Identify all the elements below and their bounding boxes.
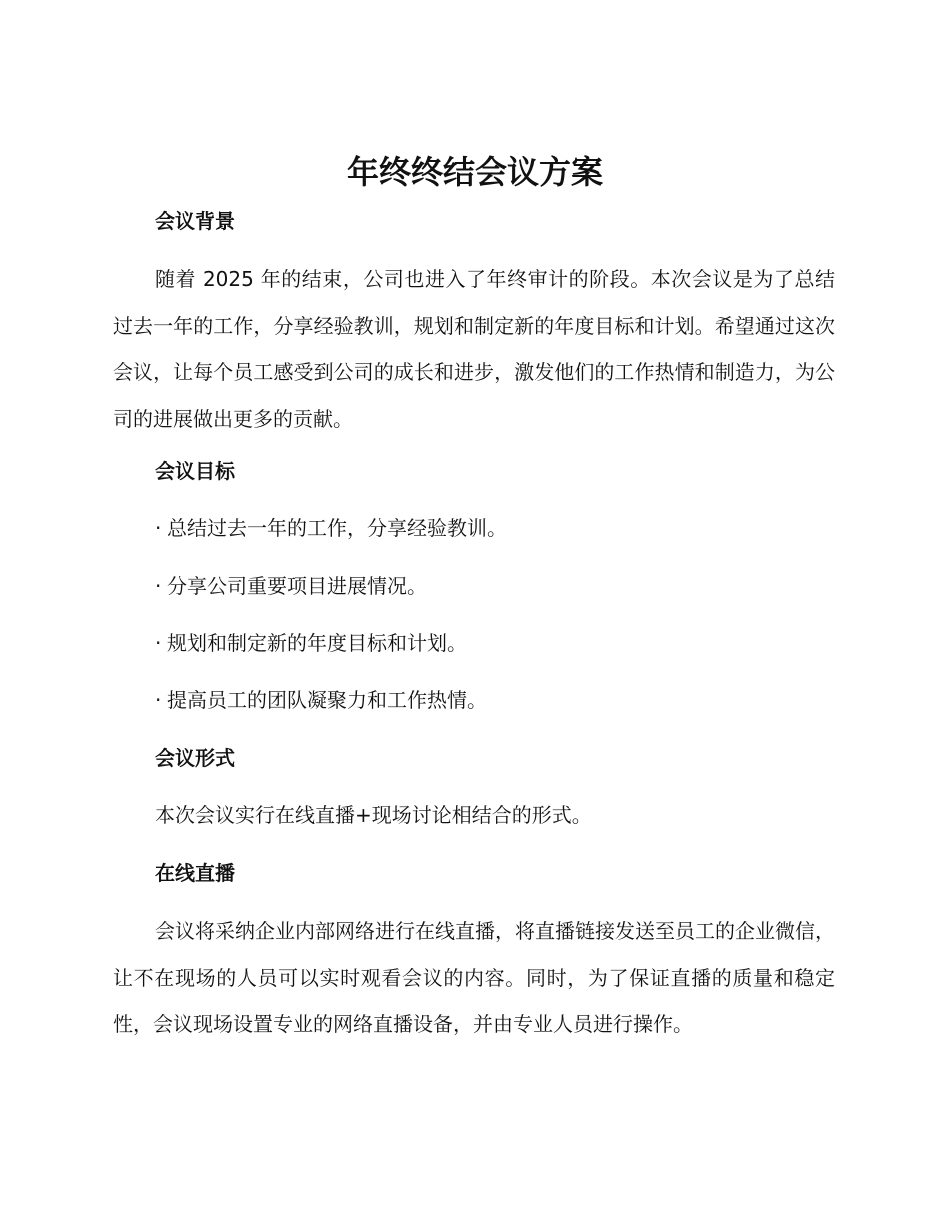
paragraph-background: 随着 2025 年的结束，公司也进入了年终审计的阶段。本次会议是为了总结过去一年的工作，分享经验教训，规划和制定新的年度目标和计划。希望通过这次会议，让每个员工感受到公司的成长和进步，激发他们的工作热情和制造力，为公司的进展做出更多的贡献。 xyxy=(113,267,835,431)
paragraph-format: 本次会议实行在线直播+现场讨论相结合的形式。 xyxy=(155,803,592,827)
bullet-dot-icon: · xyxy=(155,688,162,712)
bullet-dot-icon: · xyxy=(155,516,162,540)
list-item-text: 规划和制定新的年度目标和计划。 xyxy=(167,631,467,655)
section-heading-live: 在线直播 xyxy=(155,861,235,885)
list-item xyxy=(155,686,487,714)
list-item xyxy=(155,572,427,600)
bullet-dot-icon: · xyxy=(155,631,162,655)
list-item xyxy=(155,514,507,542)
list-item-text: 分享公司重要项目进展情况。 xyxy=(167,574,427,598)
section-heading-goals: 会议目标 xyxy=(155,459,235,483)
list-item-text: 总结过去一年的工作，分享经验教训。 xyxy=(167,516,507,540)
section-heading-format: 会议形式 xyxy=(155,746,235,770)
list-item xyxy=(155,629,467,657)
section-heading-background: 会议背景 xyxy=(155,209,235,233)
bullet-dot-icon: · xyxy=(155,574,162,598)
list-item-text: 提高员工的团队凝聚力和工作热情。 xyxy=(167,688,487,712)
page-title: 年终终结会议方案 xyxy=(346,153,603,191)
paragraph-live: 会议将采纳企业内部网络进行在线直播，将直播链接发送至员工的企业微信，让不在现场的人员可以实时观看会议的内容。同时，为了保证直播的质量和稳定性，会议现场设置专业的网络直播设备，并由专业人员进行操作。 xyxy=(113,919,835,1036)
